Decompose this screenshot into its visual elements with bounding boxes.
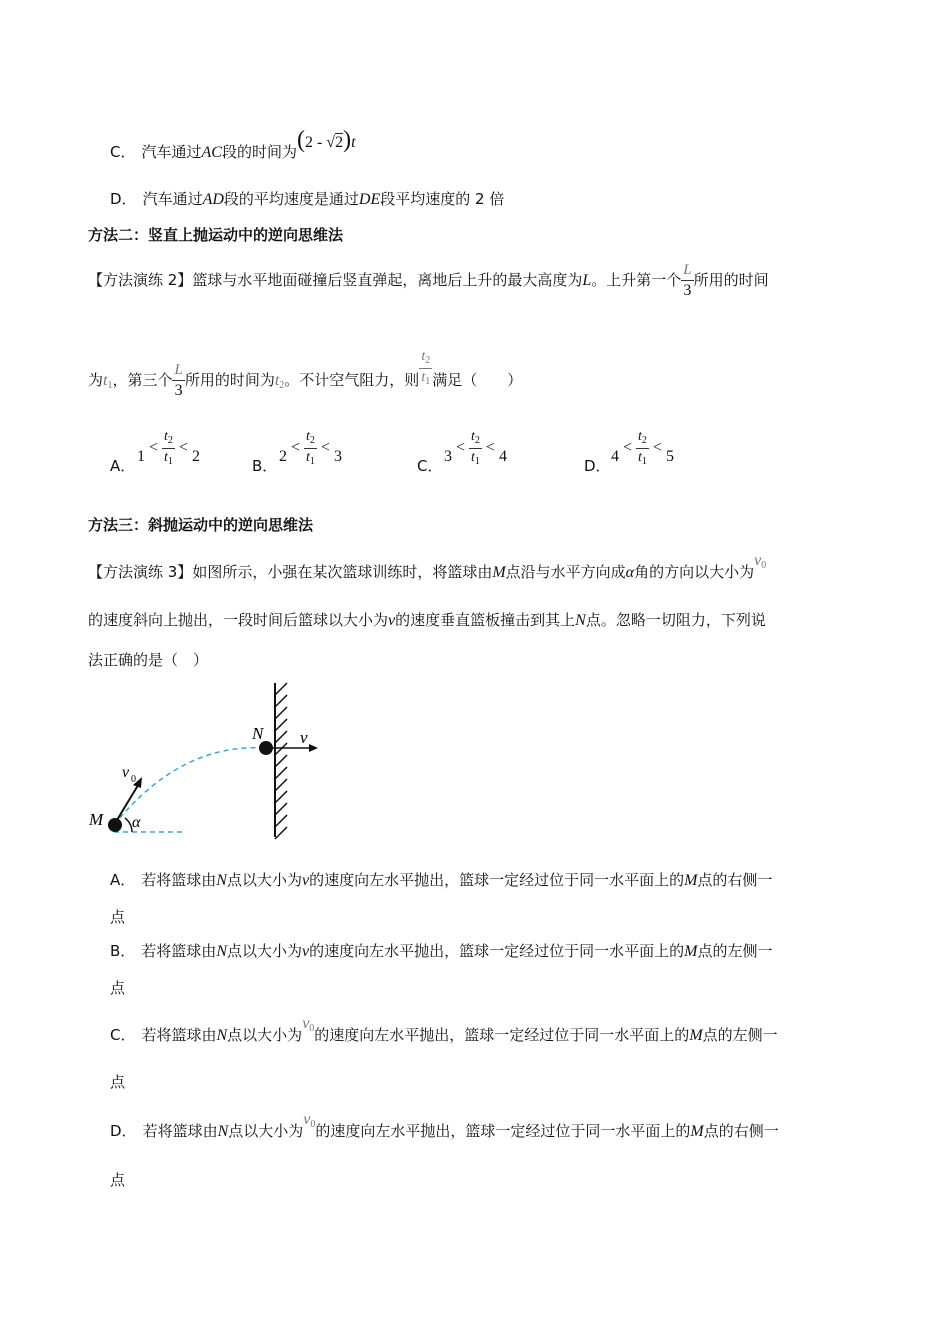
question-text: 点沿与水平方向成 [505,563,626,581]
option-text: 汽车通过 [142,190,203,208]
method2-heading: 方法二：竖直上抛运动中的逆向思维法 [88,226,344,244]
point-M: M [684,872,698,889]
var-v: v [388,612,396,629]
projectile-figure [80,675,340,845]
option-text: 段的时间为 [221,143,297,161]
option-letter: A． [110,871,136,889]
segment-label: AD [202,191,224,208]
method3-option-b [110,937,772,965]
fraction-t2-over-t1: $\frac{t_2}{t_1}$ [421,349,431,387]
option-text: 的速度向左水平抛出，篮球一定经过位于同一水平面上的 [309,871,685,889]
option-text: 若将篮球由 [141,942,217,960]
inequality: 2 < $\frac{t_2}{t_1}$ < 3 [279,429,342,467]
label-N: N [252,724,264,743]
method3-option-a-cont: 点 [110,908,126,926]
option-text: 点的左侧一 [697,942,773,960]
point-M: M [492,564,506,581]
question-text: 点。忽略一切阻力，下列说 [585,611,766,629]
option-text: 的速度向左水平抛出，篮球一定经过位于同一水平面上的 [309,942,685,960]
var-v0: $v_0$ [754,552,767,571]
angle-alpha: α [625,564,635,581]
exercise-tag: 【方法演练 2】 [88,271,193,289]
question-text: 。不计空气阻力，则 [284,371,420,389]
time-expression: (2 - √2)t [296,127,356,153]
question-text: 篮球与水平地面碰撞后竖直弹起，离地后上升的最大高度为 [192,271,583,289]
question-text: 。上升第一个 [591,271,682,289]
question-text: 为 [88,371,104,389]
option-letter: A． [110,457,136,475]
exercise-tag: 【方法演练 3】 [88,563,193,581]
option-text: 点的右侧一 [697,871,773,889]
sqrt-symbol: √2 [326,134,344,151]
option-letter: C． [110,143,136,161]
label-v0-sub: 0 [131,774,136,785]
option-text: 的速度向左水平抛出，篮球一定经过位于同一水平面上的 [315,1122,691,1140]
var-v: v [302,943,310,960]
option-text: 若将篮球由 [141,871,217,889]
method3-option-d-cont: 点 [110,1171,126,1189]
var-t2: $t_2$ [274,372,285,391]
point-N: N [216,943,227,960]
point-N: N [217,1123,229,1140]
point-M: M [689,1027,703,1044]
q1-option-c [110,127,356,164]
option-letter: C． [110,1026,136,1044]
question-text: 的速度垂直篮板撞击到其上 [395,611,576,629]
expr-part: 2 - [304,134,323,151]
option-text: 点以大小为 [228,1122,304,1140]
question-text: 的速度斜向上抛出，一段时间后篮球以大小为 [88,611,389,629]
expr-var: t [351,134,356,151]
point-N: N [216,1027,228,1044]
option-letter: B． [110,942,136,960]
fraction-L-over-3: $\frac{L}{3}$ [683,261,692,299]
option-text: 汽车通过 [141,143,202,161]
var-t1: $t_1$ [103,372,113,391]
method3-line1 [88,552,767,589]
option-letter: B． [252,457,278,475]
inequality: 4 < $\frac{t_2}{t_1}$ < 5 [611,429,674,467]
option-text: 段的平均速度是通过 [223,190,359,208]
q1-option-d [110,185,504,213]
wall-hatching [275,683,287,839]
label-v0: v [122,764,130,781]
method3-option-d [110,1111,779,1148]
option-letter: D． [110,190,137,208]
option-text: 点的左侧一 [702,1026,778,1044]
option-text: 点以大小为 [226,942,302,960]
point-N: N [575,612,586,629]
option-letter: D． [584,457,611,475]
question-text: 所用的时间 [693,271,769,289]
option-text: 若将篮球由 [142,1122,218,1140]
var-v0: $v_0$ [303,1111,316,1130]
method3-line2 [88,605,766,635]
point-N: N [216,872,227,889]
segment-label: AC [201,144,222,161]
ball-at-M [108,818,122,832]
option-text: 点以大小为 [227,1026,303,1044]
point-M: M [690,1123,704,1140]
question-text: 满足（ ） [432,371,523,389]
inequality: 1 < $\frac{t_2}{t_1}$ < 2 [137,429,200,467]
label-M: M [89,810,104,829]
angle-arc [125,818,132,832]
option-text: 点以大小为 [226,871,302,889]
option-letter: C． [417,457,443,475]
var-v: v [301,872,310,889]
option-text: 段平均速度的 2 倍 [380,190,505,208]
method3-heading: 方法三：斜抛运动中的逆向思维法 [88,516,314,534]
question-text: ，第三个 [112,371,173,389]
v-arrowhead [309,744,318,752]
label-v: v [300,728,308,747]
option-text: 的速度向左水平抛出，篮球一定经过位于同一水平面上的 [314,1026,690,1044]
method3-option-b-cont: 点 [110,979,126,997]
ball-at-N [259,741,273,755]
segment-label: DE [358,191,381,208]
method2-line1 [88,258,769,302]
point-M: M [684,943,698,960]
option-letter: D． [110,1122,137,1140]
method3-line3: 法正确的是（ ） [88,651,209,669]
method2-line2 [88,345,523,399]
question-text: 如图所示，小强在某次篮球训练时，将篮球由 [192,563,493,581]
question-text: 所用的时间为 [184,371,275,389]
fraction-L-over-3: $\frac{L}{3}$ [174,361,183,399]
option-text: 点的右侧一 [703,1122,779,1140]
inequality: 3 < $\frac{t_2}{t_1}$ < 4 [444,429,507,467]
var-L: L [582,272,592,289]
var-v0: $v_0$ [302,1015,315,1034]
method3-option-c [110,1015,778,1052]
option-text: 若将篮球由 [141,1026,217,1044]
method3-option-c-cont: 点 [110,1073,126,1091]
question-text: 角的方向以大小为 [634,563,755,581]
label-alpha: α [132,814,141,831]
method3-option-a [110,866,772,894]
